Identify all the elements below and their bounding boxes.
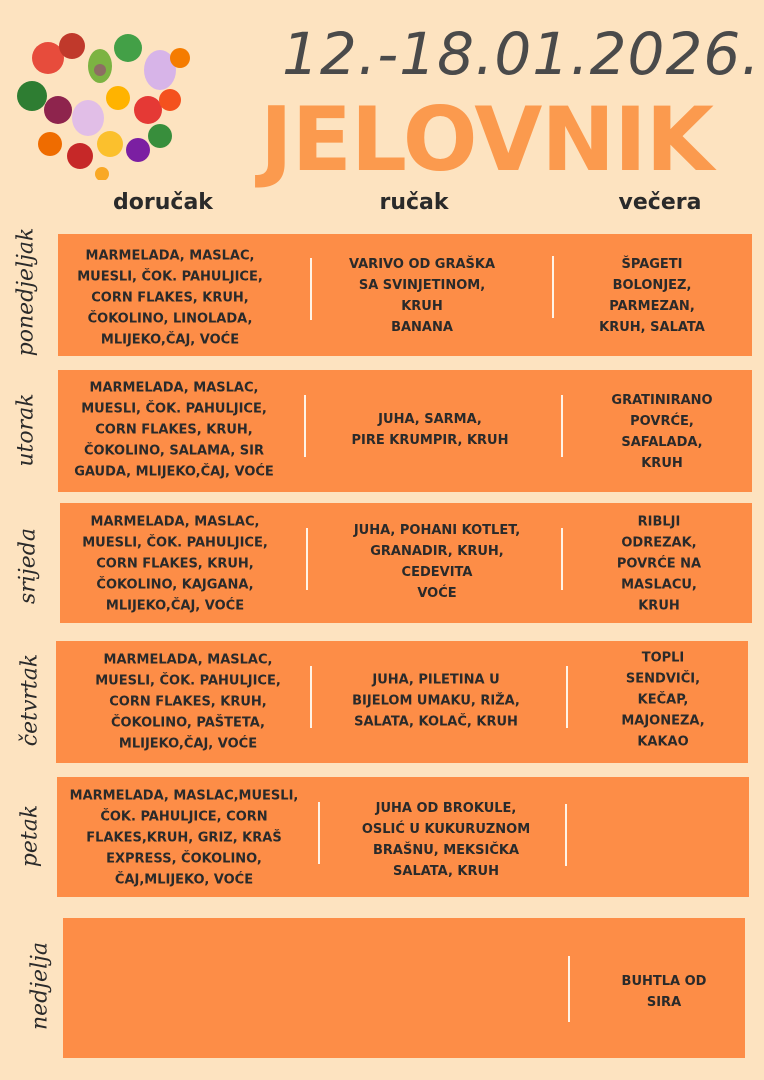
separator	[561, 395, 563, 457]
monday-breakfast: MARMELADA, MASLAC, MUESLI, ČOK. PAHULJICE, CORN FLAKES, KRUH, ČOKOLINO, LINOLADA, MLIJEKO,ČAJ, VOĆE	[77, 248, 263, 348]
date-range: 12.-18.01.2026.	[282, 20, 761, 88]
thursday-lunch: JUHA, PILETINA U BIJELOM UMAKU, RIŽA, SALATA, KOLAČ, KRUH	[352, 672, 520, 730]
tuesday-lunch: JUHA, SARMA, PIRE KRUMPIR, KRUH	[351, 412, 509, 448]
day-label-wednesday: srijeda	[15, 528, 41, 604]
column-dinner: večera	[618, 190, 702, 215]
vegetable-heart-icon	[10, 18, 195, 180]
tuesday-dinner: GRATINIRANO POVRĆE, SAFALADA, KRUH	[611, 393, 713, 471]
sunday-dinner: BUHTLA OD SIRA	[621, 974, 707, 1010]
tuesday-breakfast: MARMELADA, MASLAC, MUESLI, ČOK. PAHULJICE, CORN FLAKES, KRUH, ČOKOLINO, SALAMA, SIR GAUDA, MLIJEKO,ČAJ, VOĆE	[74, 380, 274, 480]
column-breakfast: doručak	[113, 190, 213, 215]
separator	[566, 666, 568, 728]
separator	[552, 256, 554, 318]
day-label-friday: petak	[17, 804, 43, 868]
day-label-tuesday: utorak	[13, 393, 39, 467]
separator	[565, 804, 567, 866]
monday-dinner: ŠPAGETI BOLONJEZ, PARMEZAN, KRUH, SALATA	[599, 257, 705, 335]
day-label-sunday: nedjelja	[27, 941, 53, 1031]
friday-breakfast: MARMELADA, MASLAC,MUESLI, ČOK. PAHULJICE, CORN FLAKES,KRUH, GRIZ, KRAŠ EXPRESS, ČOKOLINO, ČAJ,MLIJEKO, VOĆE	[69, 788, 299, 888]
monday-lunch: VARIVO OD GRAŠKA SA SVINJETINOM, KRUH BANANA	[348, 257, 496, 335]
wednesday-dinner: RIBLJI ODREZAK, POVRĆE NA MASLACU, KRUH	[616, 514, 702, 614]
separator	[310, 666, 312, 728]
separator	[568, 956, 570, 1022]
separator	[561, 528, 563, 590]
separator	[318, 802, 320, 864]
column-lunch: ručak	[379, 190, 449, 215]
separator	[310, 258, 312, 320]
separator	[306, 528, 308, 590]
thursday-breakfast: MARMELADA, MASLAC, MUESLI, ČOK. PAHULJICE, CORN FLAKES, KRUH, ČOKOLINO, PAŠTETA, MLIJEKO,ČAJ, VOĆE	[95, 652, 281, 752]
day-label-monday: ponedjeljak	[13, 227, 39, 357]
friday-lunch: JUHA OD BROKULE, OSLIĆ U KUKURUZNOM BRAŠNU, MEKSIČKA SALATA, KRUH	[361, 801, 531, 879]
wednesday-breakfast: MARMELADA, MASLAC, MUESLI, ČOK. PAHULJICE, CORN FLAKES, KRUH, ČOKOLINO, KAJGANA, MLIJEKO,ČAJ, VOĆE	[82, 514, 268, 614]
separator	[304, 395, 306, 457]
wednesday-lunch: JUHA, POHANI KOTLET, GRANADIR, KRUH, CEDEVITA VOĆE	[353, 523, 521, 601]
day-label-thursday: četvrtak	[17, 653, 43, 747]
page-title: JELOVNIK	[260, 88, 713, 191]
thursday-dinner: TOPLI SENDVIČI, KEČAP, MAJONEZA, KAKAO	[621, 650, 705, 750]
